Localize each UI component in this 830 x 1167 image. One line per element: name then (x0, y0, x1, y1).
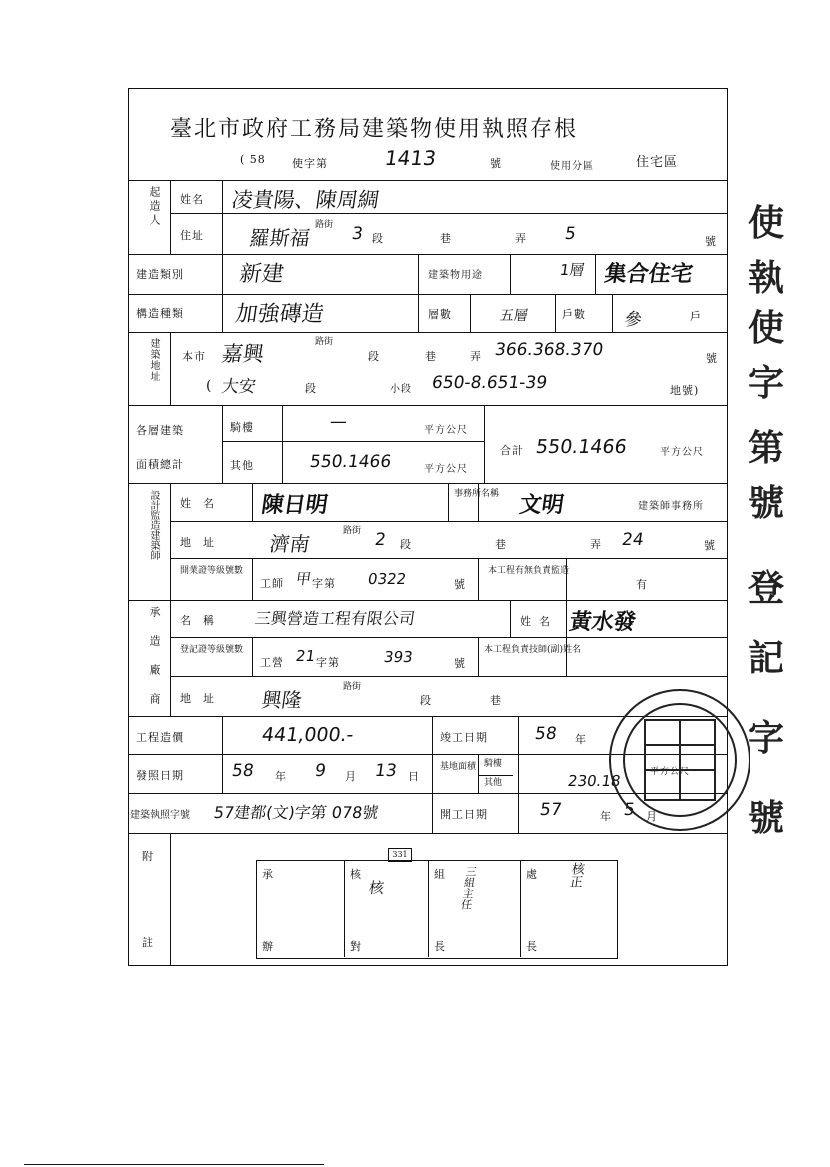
owner-address-number: 5 (563, 224, 578, 244)
architect-office-label: 事務所名稱 (454, 489, 500, 499)
contractor-reg-unit: 號 (454, 657, 466, 670)
finish-date-label: 竣工日期 (440, 731, 488, 744)
architect-address-label: 地址 (180, 536, 226, 549)
owner-address-label: 住址 (180, 229, 204, 242)
site-district: 嘉興 (220, 342, 266, 366)
architect-alley-unit: 弄 (590, 538, 602, 551)
site-area-unit: 平方公尺 (650, 767, 691, 777)
floors-value: 五層 (498, 308, 529, 324)
contractor-address-label: 地址 (180, 692, 226, 705)
owner-address-road: 羅斯福 (248, 226, 312, 250)
contractor-address-road: 興隆 (260, 688, 304, 712)
architect-resp-label: 本工程有無負責監造 (488, 566, 570, 576)
issue-date-label: 發照日期 (136, 769, 184, 782)
architect-license-prefix: 工師 (260, 577, 284, 590)
units-unit: 戶 (690, 310, 702, 323)
owner-road-unit: 路街 (315, 220, 334, 230)
side-text-4: 字 (748, 363, 785, 404)
finish-year-unit: 年 (575, 733, 587, 746)
permit-word: 使字第 (292, 157, 328, 170)
total-area-unit: 平方公尺 (660, 447, 704, 458)
building-use-value: 集合住宅 (602, 262, 695, 287)
architect-section-unit: 段 (400, 538, 412, 551)
issue-month: 9 (313, 761, 328, 781)
site-group-label: 建築地址 (148, 338, 159, 382)
permit-year-prefix: ( 58 (240, 153, 266, 166)
site-arcade-label: 騎樓 (484, 759, 503, 769)
signature-check: 核 (365, 880, 387, 895)
architect-address-section: 2 (373, 530, 388, 550)
contractor-reg-prefix: 工營 (260, 656, 284, 669)
cost-value: 441,000.- (260, 724, 356, 746)
side-text-8: 記 (748, 638, 785, 679)
architect-name-label: 姓名 (180, 497, 226, 510)
area-group-label-1: 各層建築 (136, 424, 184, 437)
notes-label-top: 附 (142, 850, 154, 863)
total-area-label: 合計 (500, 444, 524, 457)
floors-label: 層數 (428, 308, 452, 321)
box-label-check-1: 核 (350, 868, 362, 881)
architect-lane-unit: 巷 (495, 538, 507, 551)
structure-kind-value: 加強磚造 (233, 302, 326, 327)
owner-name-value: 凌貴陽、陳周綢 (230, 188, 381, 212)
structure-kind-label: 構造種類 (136, 307, 184, 320)
box-label-chief-2: 長 (526, 940, 538, 953)
issue-year-unit: 年 (275, 770, 287, 783)
architect-address-road: 濟南 (268, 532, 312, 556)
start-year: 57 (538, 800, 564, 820)
permit-value: 57建都(文)字第 078號 (212, 803, 380, 822)
owner-lane-unit: 巷 (440, 232, 452, 245)
owner-section-unit: 段 (372, 232, 384, 245)
box-label-group-1: 組 (434, 868, 446, 881)
permit-number: 1413 (383, 146, 438, 170)
site-lot-section-unit: 段 (305, 382, 317, 395)
site-other-label: 其他 (484, 778, 503, 788)
box-label-check-2: 對 (350, 940, 362, 953)
contractor-reg-label: 登記證等級號數 (180, 645, 244, 655)
box-label-clerk-2: 辦 (262, 940, 274, 953)
contractor-reg-number-2: 393 (382, 648, 414, 666)
side-text-10: 號 (748, 798, 785, 839)
owner-alley-unit: 弄 (515, 232, 527, 245)
building-use-floor: 1層 (558, 261, 586, 279)
arcade-label: 騎樓 (230, 421, 254, 434)
side-text-6: 號 (748, 483, 785, 524)
architect-license-number: 0322 (366, 570, 408, 588)
box-label-clerk-1: 承 (262, 868, 274, 881)
side-text-9: 字 (748, 718, 785, 759)
total-area-value: 550.1466 (534, 436, 629, 458)
contractor-head-label: 姓名 (520, 615, 558, 628)
owner-number-unit: 號 (705, 235, 717, 248)
area-group-label-2: 面積總計 (136, 458, 184, 471)
site-lot-section: 大安 (220, 377, 258, 397)
signature-chief: 核正 (566, 862, 585, 888)
cost-label: 工程造價 (136, 731, 184, 744)
building-use-label: 建築物用途 (428, 270, 483, 281)
issue-month-unit: 月 (345, 770, 357, 783)
architect-license-unit: 號 (454, 578, 466, 591)
permit-label: 建築執照字號 (130, 810, 190, 821)
other-area-unit: 平方公尺 (424, 464, 468, 475)
site-alley-unit: 弄 (470, 350, 482, 363)
architect-office-suffix: 建築師事務所 (638, 501, 704, 512)
use-zone-value: 住宅區 (636, 155, 679, 170)
build-category-label: 建造類別 (136, 268, 184, 281)
side-text-2: 執 (748, 258, 785, 299)
other-area-value: 550.1466 (308, 452, 393, 472)
site-area-label: 基地面積 (440, 762, 477, 772)
site-area-value: 230.18 (566, 772, 622, 790)
notes-label-bottom: 註 (142, 936, 154, 949)
use-zone-label: 使用分區 (550, 161, 594, 172)
site-road-unit: 路街 (315, 337, 334, 347)
architect-group-label: 設計監造建築師 (148, 490, 159, 560)
owner-name-label: 姓名 (180, 193, 204, 206)
contractor-head-value: 黃水發 (567, 610, 638, 635)
start-month-unit: 月 (646, 810, 658, 823)
site-city: 本市 (182, 350, 206, 363)
architect-office-value: 文明 (517, 493, 566, 518)
owner-group-label: 起造人 (148, 186, 161, 228)
box-number: 331 (388, 848, 412, 862)
start-date-label: 開工日期 (440, 808, 488, 821)
arcade-unit: 平方公尺 (424, 425, 468, 436)
build-category-value: 新建 (237, 262, 286, 287)
architect-license-class: 甲 (294, 570, 313, 588)
contractor-group-label: 承造廠商 (148, 606, 161, 722)
site-lot-sub-unit: 小段 (390, 384, 412, 395)
owner-address-section: 3 (350, 224, 365, 244)
site-number-unit: 號 (706, 352, 718, 365)
issue-year: 58 (230, 761, 256, 781)
units-value: 參 (623, 310, 644, 330)
architect-resp-value: 有 (636, 578, 648, 591)
contractor-tech-label: 本工程負責技師(副)姓名 (484, 645, 582, 655)
contractor-road-unit: 路街 (343, 682, 362, 692)
other-area-label: 其他 (230, 459, 254, 472)
contractor-section-unit: 段 (420, 694, 432, 707)
start-month: 5 (622, 800, 637, 820)
architect-license-label: 開業證等級號數 (180, 566, 244, 576)
official-seal-stamp (600, 650, 750, 880)
issue-day-unit: 日 (408, 770, 420, 783)
site-numbers: 366.368.370 (493, 340, 605, 360)
units-label: 戶數 (562, 308, 586, 321)
architect-number-unit: 號 (704, 539, 716, 552)
contractor-name-label: 名稱 (180, 614, 226, 627)
contractor-name-value: 三興營造工程有限公司 (253, 609, 417, 628)
site-lot-numbers: 650-8.651-39 (430, 373, 549, 393)
contractor-reg-number: 21 (294, 647, 317, 665)
site-lot-unit: 地號) (670, 384, 700, 397)
architect-license-word: 字第 (312, 577, 336, 590)
contractor-lane-unit: 巷 (490, 694, 502, 707)
site-lot-prefix: ( (206, 378, 213, 394)
permit-suffix: 號 (490, 157, 502, 170)
side-text-5: 第 (748, 428, 785, 469)
start-year-unit: 年 (600, 810, 612, 823)
finish-year: 58 (533, 724, 559, 744)
architect-road-unit: 路街 (343, 526, 362, 536)
contractor-reg-word: 字第 (316, 656, 340, 669)
side-text-7: 登 (748, 568, 785, 609)
site-section-unit: 段 (368, 350, 380, 363)
signature-group: 三組主任 (458, 866, 479, 910)
side-text-1: 使 (748, 203, 785, 244)
arcade-value: — (328, 412, 349, 432)
box-label-group-2: 長 (434, 940, 446, 953)
issue-day: 13 (373, 761, 399, 781)
site-lane-unit: 巷 (425, 350, 437, 363)
page-title: 臺北市政府工務局建築物使用執照存根 (170, 117, 579, 142)
side-text-3: 使 (748, 308, 785, 349)
box-label-chief-1: 處 (526, 868, 538, 881)
architect-name-value: 陳日明 (259, 493, 330, 518)
architect-address-number: 24 (620, 530, 646, 550)
